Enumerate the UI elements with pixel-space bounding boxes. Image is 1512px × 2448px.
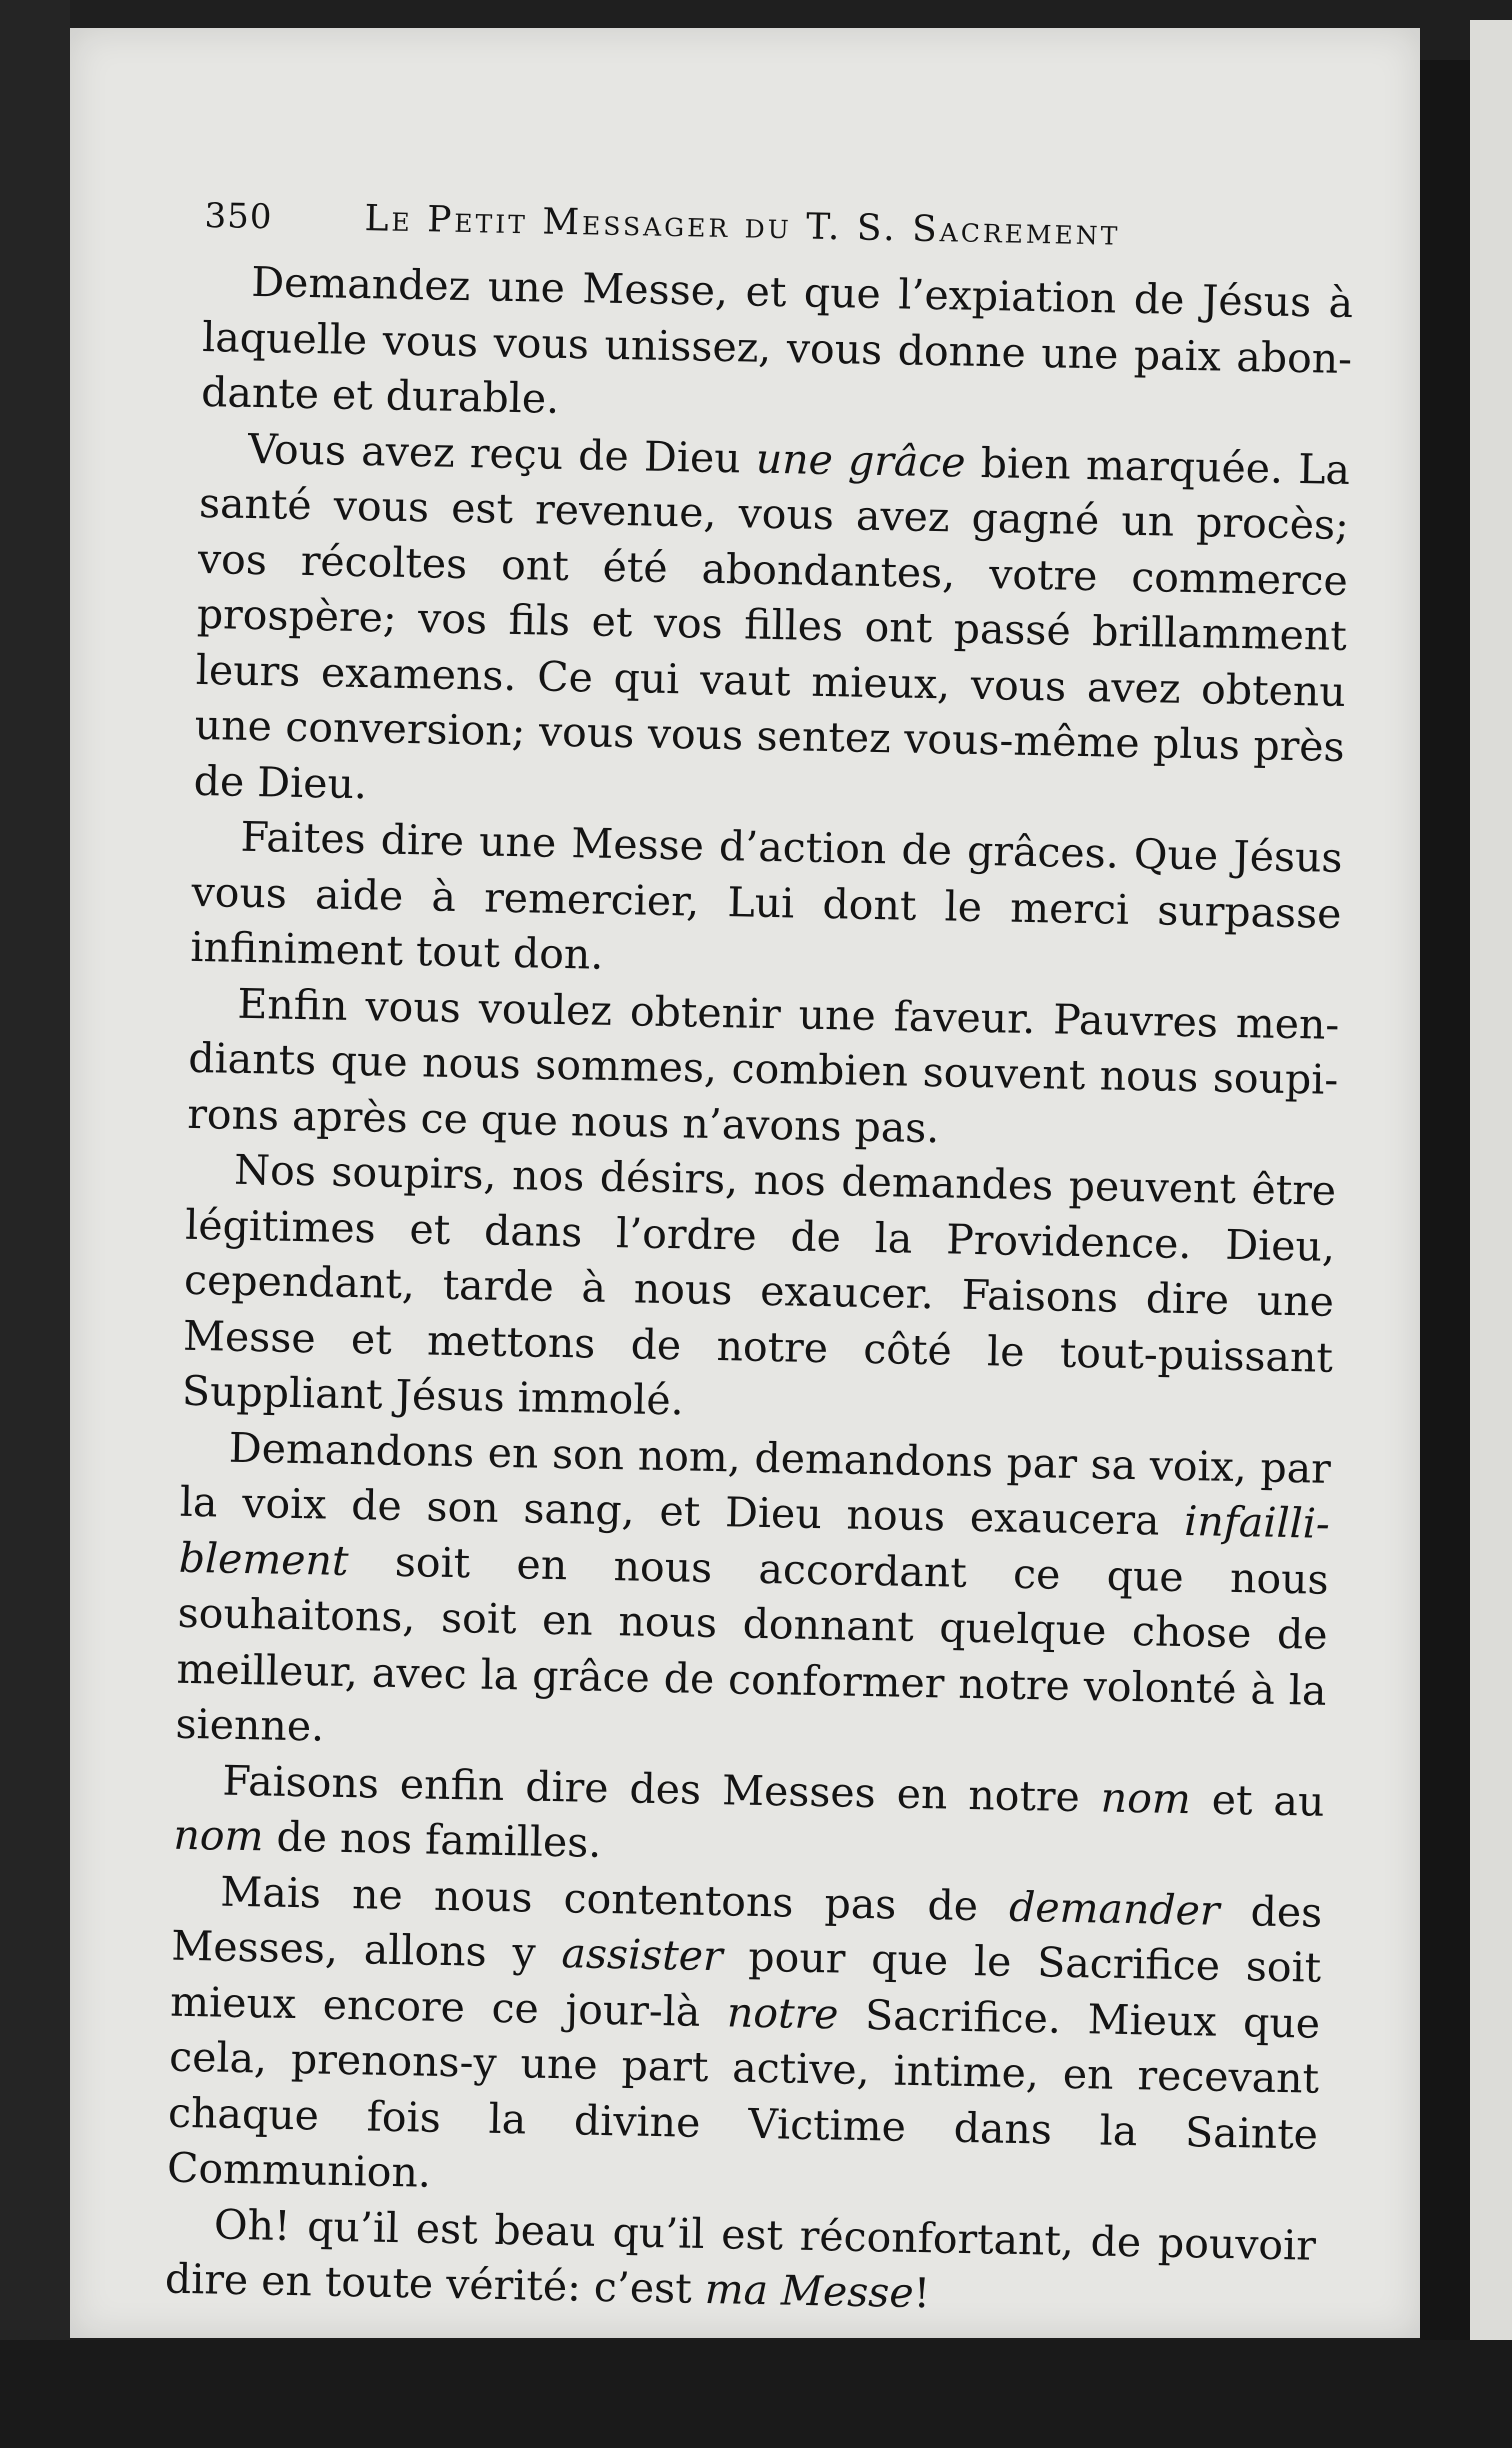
paragraph <box>167 1863 1323 2218</box>
text-run: pour que le Sacrifice soit mieux encore ce jour-là <box>169 1932 1322 2036</box>
text-run: et au <box>1190 1774 1325 1826</box>
text-run: Faisons enfin dire des Messes en notre <box>222 1756 1102 1821</box>
scan-left-edge <box>0 0 70 2340</box>
text-run: ! <box>913 2268 931 2318</box>
text-run: Faites dire une Messe d’action de grâces. Que Jésus vous aide à remercier, Lui dont le merci surpasse infiniment tout don. <box>190 812 1343 979</box>
paragraph <box>190 809 1343 998</box>
italic-text: notre <box>726 1987 839 2038</box>
paragraph <box>181 1142 1336 1442</box>
text-run: Mais ne nous contentons pas de <box>219 1867 1010 1931</box>
italic-text: demander <box>1008 1882 1220 1935</box>
paragraph <box>187 975 1340 1164</box>
book-gutter <box>1420 60 1470 2340</box>
page-content <box>164 195 1354 2329</box>
text-run: Oh! qu’il est beau qu’il est réconfortant, de pouvoir dire en toute vérité: c’est <box>164 2200 1317 2313</box>
text-run: Nos soupirs, nos désirs, nos demandes peuvent être légitimes et dans l’ordre de la Providence. Dieu, cependant, tarde à nous exaucer. Faisons dire une Messe et mettons de notre côté le tout-puissant Suppliant Jésus immolé. <box>181 1145 1337 1425</box>
paragraph <box>173 1752 1325 1885</box>
text-run: bien marquée. La santé vous est revenue, vous avez gagné un procès; vos récoltes ont été abondantes, votre commerce prospère; vos fils et vos filles ont passé brillamment leurs examens. Ce qui vaut mieux, vous avez obtenu une conversion; vous vous sentez vous-même plus près de Dieu. <box>193 438 1351 808</box>
italic-text: infailliblement <box>178 1497 1331 1585</box>
page-number: 350 <box>204 195 273 238</box>
paragraph <box>193 420 1350 831</box>
running-title: Le Petit Messager du T. S. Sacrement <box>364 198 1121 254</box>
italic-text: nom <box>173 1810 264 1861</box>
italic-text: assister <box>561 1929 724 1981</box>
text-run: Demandons en son nom, demandons par sa voix, par la voix de son sang, et Dieu nous exaucera <box>179 1423 1332 1546</box>
italic-text: une grâce <box>755 434 967 487</box>
body-text <box>164 254 1353 2329</box>
italic-text: ma Messe <box>704 2264 915 2317</box>
text-run: Sacrifice. Mieux que cela, prenons-y une part active, intime, en recevant chaque fois la divine Victime dans la Sainte Communion. <box>166 1990 1321 2197</box>
text-run: Enfin vous voulez obtenir une faveur. Pauvres mendiants que nous sommes, combien souvent nous soupirons après ce que nous n’avons pas. <box>186 979 1340 1152</box>
text-run: des Messes, allons y <box>170 1886 1323 1978</box>
paragraph <box>201 254 1354 443</box>
italic-text: nom <box>1100 1772 1192 1823</box>
text-run: Demandez une Messe, et que l’expiation de Jésus à laquelle vous vous unissez, vous donne une paix abondante et durable. <box>200 257 1354 423</box>
text-run: de nos familles. <box>263 1812 602 1867</box>
text-run: soit en nous accordant ce que nous souhaitons, soit en nous donnant quelque chose de meilleur, avec la grâce de conformer notre volonté à la sienne. <box>175 1536 1330 1751</box>
text-run: Vous avez reçu de Dieu <box>247 424 757 483</box>
paragraph <box>164 2196 1316 2329</box>
scan-bottom-edge <box>0 2340 1512 2448</box>
facing-page-edge <box>1470 20 1512 2360</box>
paragraph <box>175 1419 1331 1774</box>
